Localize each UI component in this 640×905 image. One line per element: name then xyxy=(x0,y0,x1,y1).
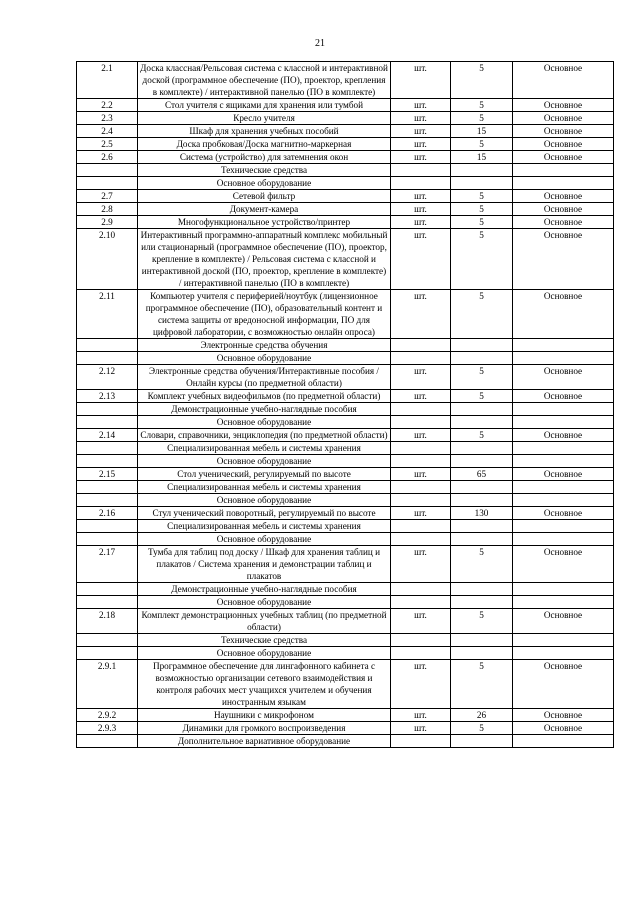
section-heading: Основное оборудование xyxy=(138,416,391,429)
item-quantity: 5 xyxy=(451,112,513,125)
section-row xyxy=(77,177,614,190)
section-type-cell xyxy=(513,177,614,190)
item-number: 2.13 xyxy=(77,390,138,403)
section-type-cell xyxy=(513,481,614,494)
section-qty-cell xyxy=(451,647,513,660)
section-unit-cell xyxy=(391,634,451,647)
item-unit: шт. xyxy=(391,151,451,164)
section-row xyxy=(77,583,614,596)
section-row xyxy=(77,634,614,647)
item-number: 2.15 xyxy=(77,468,138,481)
section-heading: Демонстрационные учебно-наглядные пособия xyxy=(138,583,391,596)
item-type: Основное xyxy=(513,125,614,138)
item-type: Основное xyxy=(513,151,614,164)
section-number-cell xyxy=(77,596,138,609)
item-quantity: 65 xyxy=(451,468,513,481)
table-row xyxy=(77,722,614,735)
item-unit: шт. xyxy=(391,468,451,481)
item-name: Словари, справочники, энциклопедия (по предметной области) xyxy=(138,429,391,442)
item-quantity: 5 xyxy=(451,203,513,216)
item-name: Интерактивный программно-аппаратный комплекс мобильный или стационарный (программное обеспечение (ПО), проектор, крепление в комплекте) / Рельсовая система с классной и интерактивной доской (ПО, проектор, крепление в комплекте) / интерактивной панелью (ПО в комплекте) xyxy=(138,229,391,290)
item-unit: шт. xyxy=(391,429,451,442)
item-unit: шт. xyxy=(391,125,451,138)
section-heading: Основное оборудование xyxy=(138,455,391,468)
item-type: Основное xyxy=(513,390,614,403)
table-row xyxy=(77,99,614,112)
section-unit-cell xyxy=(391,583,451,596)
section-heading: Демонстрационные учебно-наглядные пособия xyxy=(138,403,391,416)
section-heading: Специализированная мебель и системы хранения xyxy=(138,520,391,533)
item-quantity: 130 xyxy=(451,507,513,520)
section-row xyxy=(77,352,614,365)
section-type-cell xyxy=(513,339,614,352)
section-type-cell xyxy=(513,634,614,647)
item-name: Сетевой фильтр xyxy=(138,190,391,203)
item-type: Основное xyxy=(513,609,614,634)
section-row xyxy=(77,596,614,609)
item-unit: шт. xyxy=(391,229,451,290)
item-unit: шт. xyxy=(391,660,451,709)
section-type-cell xyxy=(513,352,614,365)
section-type-cell xyxy=(513,164,614,177)
item-name: Стол учителя с ящиками для хранения или тумбой xyxy=(138,99,391,112)
section-row xyxy=(77,403,614,416)
section-heading: Технические средства xyxy=(138,164,391,177)
section-unit-cell xyxy=(391,455,451,468)
item-quantity: 5 xyxy=(451,99,513,112)
item-number: 2.9.1 xyxy=(77,660,138,709)
item-unit: шт. xyxy=(391,722,451,735)
section-type-cell xyxy=(513,403,614,416)
section-number-cell xyxy=(77,735,138,748)
table-row xyxy=(77,216,614,229)
section-row xyxy=(77,164,614,177)
item-quantity: 15 xyxy=(451,125,513,138)
section-number-cell xyxy=(77,403,138,416)
section-heading: Специализированная мебель и системы хранения xyxy=(138,481,391,494)
section-row xyxy=(77,481,614,494)
item-unit: шт. xyxy=(391,546,451,583)
item-name: Система (устройство) для затемнения окон xyxy=(138,151,391,164)
item-type: Основное xyxy=(513,112,614,125)
section-row xyxy=(77,494,614,507)
table-row xyxy=(77,203,614,216)
item-number: 2.14 xyxy=(77,429,138,442)
item-number: 2.5 xyxy=(77,138,138,151)
section-number-cell xyxy=(77,583,138,596)
item-number: 2.12 xyxy=(77,365,138,390)
item-name: Компьютер учителя с периферией/ноутбук (лицензионное программное обеспечение (ПО), образовательный контент и система защиты от вредоносной информации, ПО для цифровой лаборатории, с возможностью онлайн опроса) xyxy=(138,290,391,339)
section-unit-cell xyxy=(391,416,451,429)
section-unit-cell xyxy=(391,494,451,507)
section-unit-cell xyxy=(391,339,451,352)
section-type-cell xyxy=(513,583,614,596)
item-type: Основное xyxy=(513,546,614,583)
table-row xyxy=(77,151,614,164)
item-unit: шт. xyxy=(391,203,451,216)
section-unit-cell xyxy=(391,481,451,494)
section-number-cell xyxy=(77,339,138,352)
table-row xyxy=(77,229,614,290)
section-type-cell xyxy=(513,520,614,533)
item-name: Документ-камера xyxy=(138,203,391,216)
item-name: Стол ученический, регулируемый по высоте xyxy=(138,468,391,481)
section-number-cell xyxy=(77,177,138,190)
section-qty-cell xyxy=(451,520,513,533)
item-unit: шт. xyxy=(391,390,451,403)
item-unit: шт. xyxy=(391,99,451,112)
section-number-cell xyxy=(77,416,138,429)
section-type-cell xyxy=(513,455,614,468)
item-type: Основное xyxy=(513,365,614,390)
item-type: Основное xyxy=(513,203,614,216)
item-type: Основное xyxy=(513,468,614,481)
section-heading: Дополнительное вариативное оборудование xyxy=(138,735,391,748)
item-quantity: 5 xyxy=(451,365,513,390)
item-quantity: 5 xyxy=(451,62,513,99)
section-qty-cell xyxy=(451,416,513,429)
item-type: Основное xyxy=(513,138,614,151)
item-type: Основное xyxy=(513,229,614,290)
item-name: Тумба для таблиц под доску / Шкаф для хранения таблиц и плакатов / Система хранения и демонстрации таблиц и плакатов xyxy=(138,546,391,583)
section-unit-cell xyxy=(391,177,451,190)
section-qty-cell xyxy=(451,442,513,455)
section-heading: Технические средства xyxy=(138,634,391,647)
table-row xyxy=(77,112,614,125)
section-unit-cell xyxy=(391,735,451,748)
item-quantity: 15 xyxy=(451,151,513,164)
item-quantity: 5 xyxy=(451,138,513,151)
item-unit: шт. xyxy=(391,609,451,634)
section-unit-cell xyxy=(391,164,451,177)
item-type: Основное xyxy=(513,62,614,99)
section-qty-cell xyxy=(451,494,513,507)
item-unit: шт. xyxy=(391,507,451,520)
item-number: 2.9.3 xyxy=(77,722,138,735)
section-number-cell xyxy=(77,164,138,177)
section-row xyxy=(77,533,614,546)
section-unit-cell xyxy=(391,352,451,365)
item-number: 2.17 xyxy=(77,546,138,583)
item-name: Программное обеспечение для лингафонного кабинета с возможностью организации сетевого взаимодействия и контроля рабочих мест учащихся учителем и обучения иностранным языкам xyxy=(138,660,391,709)
table-row xyxy=(77,125,614,138)
item-unit: шт. xyxy=(391,216,451,229)
section-heading: Основное оборудование xyxy=(138,533,391,546)
table-row xyxy=(77,660,614,709)
section-qty-cell xyxy=(451,596,513,609)
table-row xyxy=(77,709,614,722)
section-qty-cell xyxy=(451,164,513,177)
section-number-cell xyxy=(77,634,138,647)
section-type-cell xyxy=(513,416,614,429)
section-type-cell xyxy=(513,533,614,546)
section-number-cell xyxy=(77,533,138,546)
item-type: Основное xyxy=(513,709,614,722)
section-row xyxy=(77,520,614,533)
item-number: 2.4 xyxy=(77,125,138,138)
section-type-cell xyxy=(513,442,614,455)
item-unit: шт. xyxy=(391,112,451,125)
item-quantity: 5 xyxy=(451,190,513,203)
section-heading: Основное оборудование xyxy=(138,647,391,660)
item-number: 2.6 xyxy=(77,151,138,164)
item-quantity: 5 xyxy=(451,390,513,403)
item-type: Основное xyxy=(513,290,614,339)
item-number: 2.1 xyxy=(77,62,138,99)
item-name: Электронные средства обучения/Интерактивные пособия / Онлайн курсы (по предметной области) xyxy=(138,365,391,390)
section-qty-cell xyxy=(451,403,513,416)
item-number: 2.8 xyxy=(77,203,138,216)
item-name: Доска пробковая/Доска магнитно-маркерная xyxy=(138,138,391,151)
item-name: Комплект учебных видеофильмов (по предметной области) xyxy=(138,390,391,403)
item-type: Основное xyxy=(513,99,614,112)
equipment-table xyxy=(76,61,614,748)
item-number: 2.2 xyxy=(77,99,138,112)
item-quantity: 5 xyxy=(451,216,513,229)
item-type: Основное xyxy=(513,190,614,203)
section-row xyxy=(77,416,614,429)
page-number: 21 xyxy=(315,38,325,49)
section-number-cell xyxy=(77,494,138,507)
section-unit-cell xyxy=(391,647,451,660)
section-type-cell xyxy=(513,735,614,748)
table-row xyxy=(77,190,614,203)
item-number: 2.3 xyxy=(77,112,138,125)
section-qty-cell xyxy=(451,533,513,546)
item-quantity: 26 xyxy=(451,709,513,722)
section-qty-cell xyxy=(451,455,513,468)
table-row xyxy=(77,507,614,520)
section-number-cell xyxy=(77,442,138,455)
table-row xyxy=(77,429,614,442)
section-heading: Электронные средства обучения xyxy=(138,339,391,352)
item-quantity: 5 xyxy=(451,229,513,290)
table-row xyxy=(77,468,614,481)
table-row xyxy=(77,290,614,339)
item-quantity: 5 xyxy=(451,660,513,709)
section-unit-cell xyxy=(391,520,451,533)
item-quantity: 5 xyxy=(451,609,513,634)
table-row xyxy=(77,138,614,151)
item-unit: шт. xyxy=(391,709,451,722)
section-heading: Основное оборудование xyxy=(138,352,391,365)
item-quantity: 5 xyxy=(451,290,513,339)
table-row xyxy=(77,365,614,390)
section-qty-cell xyxy=(451,735,513,748)
item-number: 2.11 xyxy=(77,290,138,339)
section-unit-cell xyxy=(391,403,451,416)
section-type-cell xyxy=(513,596,614,609)
section-number-cell xyxy=(77,520,138,533)
section-row xyxy=(77,455,614,468)
section-heading: Основное оборудование xyxy=(138,596,391,609)
table-row xyxy=(77,390,614,403)
section-type-cell xyxy=(513,494,614,507)
item-name: Доска классная/Рельсовая система с классной и интерактивной доской (программное обеспечение (ПО), проектор, крепления в комплекте) / интерактивной панелью (ПО в комплекте) xyxy=(138,62,391,99)
item-number: 2.10 xyxy=(77,229,138,290)
item-type: Основное xyxy=(513,722,614,735)
section-number-cell xyxy=(77,647,138,660)
item-number: 2.16 xyxy=(77,507,138,520)
section-heading: Основное оборудование xyxy=(138,494,391,507)
section-row xyxy=(77,647,614,660)
item-number: 2.9.2 xyxy=(77,709,138,722)
item-number: 2.9 xyxy=(77,216,138,229)
item-unit: шт. xyxy=(391,365,451,390)
item-number: 2.7 xyxy=(77,190,138,203)
section-heading: Основное оборудование xyxy=(138,177,391,190)
item-name: Динамики для громкого воспроизведения xyxy=(138,722,391,735)
item-quantity: 5 xyxy=(451,546,513,583)
section-number-cell xyxy=(77,481,138,494)
table-row xyxy=(77,62,614,99)
section-row xyxy=(77,442,614,455)
item-name: Комплект демонстрационных учебных таблиц (по предметной области) xyxy=(138,609,391,634)
item-name: Шкаф для хранения учебных пособий xyxy=(138,125,391,138)
item-name: Стул ученический поворотный, регулируемый по высоте xyxy=(138,507,391,520)
item-name: Наушники с микрофоном xyxy=(138,709,391,722)
section-row xyxy=(77,735,614,748)
item-unit: шт. xyxy=(391,62,451,99)
section-qty-cell xyxy=(451,339,513,352)
item-quantity: 5 xyxy=(451,722,513,735)
section-row xyxy=(77,339,614,352)
item-name: Кресло учителя xyxy=(138,112,391,125)
section-number-cell xyxy=(77,352,138,365)
item-unit: шт. xyxy=(391,290,451,339)
section-unit-cell xyxy=(391,596,451,609)
item-type: Основное xyxy=(513,507,614,520)
item-unit: шт. xyxy=(391,190,451,203)
section-type-cell xyxy=(513,647,614,660)
table-row xyxy=(77,546,614,583)
section-number-cell xyxy=(77,455,138,468)
section-unit-cell xyxy=(391,533,451,546)
section-qty-cell xyxy=(451,352,513,365)
item-number: 2.18 xyxy=(77,609,138,634)
equipment-table-body xyxy=(77,62,614,748)
section-qty-cell xyxy=(451,634,513,647)
section-unit-cell xyxy=(391,442,451,455)
section-qty-cell xyxy=(451,583,513,596)
section-heading: Специализированная мебель и системы хранения xyxy=(138,442,391,455)
item-unit: шт. xyxy=(391,138,451,151)
item-type: Основное xyxy=(513,216,614,229)
item-type: Основное xyxy=(513,429,614,442)
section-qty-cell xyxy=(451,177,513,190)
table-row xyxy=(77,609,614,634)
item-quantity: 5 xyxy=(451,429,513,442)
item-name: Многофункциональное устройство/принтер xyxy=(138,216,391,229)
section-qty-cell xyxy=(451,481,513,494)
item-type: Основное xyxy=(513,660,614,709)
